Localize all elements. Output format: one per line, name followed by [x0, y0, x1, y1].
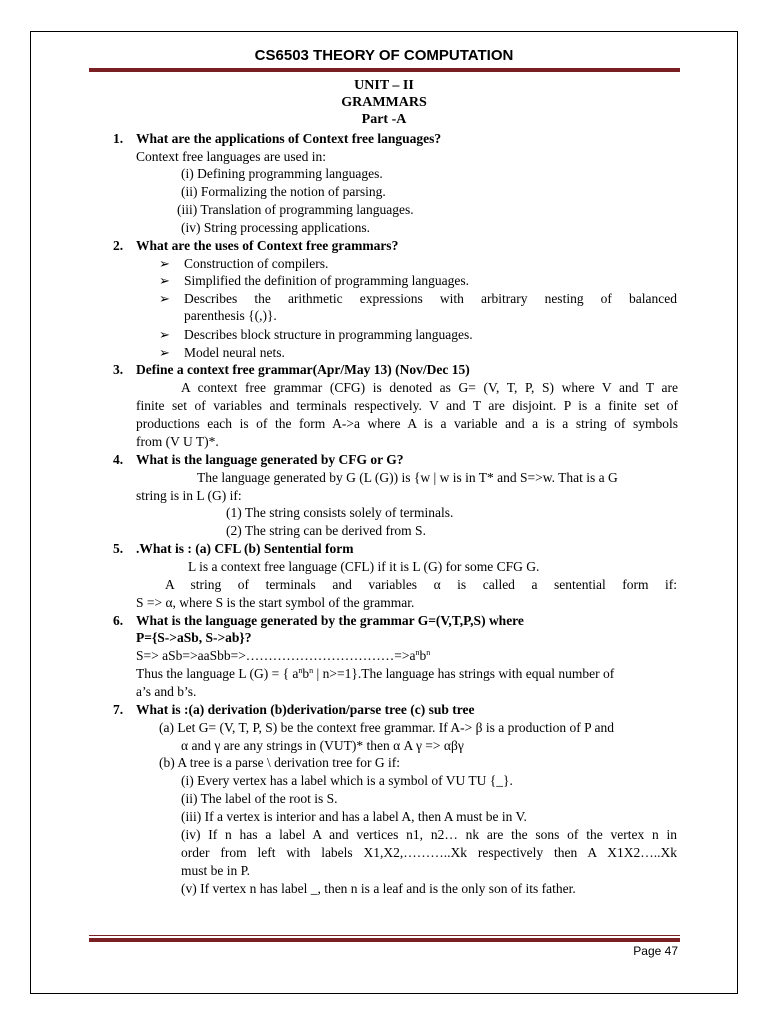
- q7-item: (i) Every vertex has a label which is a symbol of VU TU {_}.: [181, 773, 513, 788]
- q4-line: string is in L (G) if:: [136, 488, 242, 503]
- q2-question: What are the uses of Context free grammars?: [136, 238, 399, 253]
- q7-line: (b) A tree is a parse \ derivation tree for G if:: [159, 755, 401, 770]
- q3-number: 3.: [113, 362, 124, 377]
- q7-line: α and γ are any strings in (VUT)* then α A γ => αβγ: [181, 738, 464, 753]
- q5-number: 5.: [113, 541, 124, 556]
- q1-item: (i) Defining programming languages.: [181, 166, 383, 181]
- q3-paragraph-line: finite set of variables and terminals respectively. V and T are disjoint. P is a finite set of: [136, 398, 678, 413]
- q7-item: (v) If vertex n has label _, then n is a leaf and is the only son of its father.: [181, 881, 576, 896]
- q7-item: order from left with labels X1,X2,………..Xk respectively then A X1X2…..Xk: [181, 845, 677, 860]
- bullet-arrow-icon: ➢: [159, 256, 170, 271]
- q7-number: 7.: [113, 702, 124, 717]
- q4-number: 4.: [113, 452, 124, 467]
- q2-number: 2.: [113, 238, 124, 253]
- q6-derivation: $S=> aSb=>aaSbb=>\dots\dots\dots\dots\dots\dots\dots\dots\dots\dots\dots=>a^nb^n$: [136, 648, 431, 663]
- q3-paragraph-line: productions each is of the form A->a where A is a variable and a is a string of symbols: [136, 416, 678, 431]
- q6-question-cont: P={S->aSb, S->ab}?: [136, 630, 252, 645]
- q5-line: L is a context free language (CFL) if it is L (G) for some CFG G.: [188, 559, 540, 574]
- q1-number: 1.: [113, 131, 124, 146]
- q3-question: Define a context free grammar(Apr/May 13) (Nov/Dec 15): [136, 362, 470, 377]
- q3-paragraph-line: A context free grammar (CFG) is denoted as G= (V, T, P, S) where V and T are: [181, 380, 678, 395]
- q6-language: Thus the language L (G) = { $a^nb^n$ | n>=1}.The language has strings with equal number of: [136, 666, 615, 681]
- q6-question: What is the language generated by the grammar G=(V,T,P,S) where: [136, 613, 524, 628]
- q1-question: What are the applications of Context free languages?: [136, 131, 442, 146]
- q7-question: What is :(a) derivation (b)derivation/parse tree (c) sub tree: [136, 702, 475, 717]
- q1-item: (iii) Translation of programming languages.: [177, 202, 414, 217]
- q7-item: (iv) If n has a label A and vertices n1, n2… nk are the sons of the vertex n in: [181, 827, 677, 842]
- q7-item: (iii) If a vertex is interior and has a label A, then A must be in V.: [181, 809, 527, 824]
- q4-item: (2) The string can be derived from S.: [226, 523, 426, 538]
- q2-bullet: Describes the arithmetic expressions with arbitrary nesting of balanced: [184, 291, 677, 306]
- footer-rule: [89, 938, 680, 942]
- bullet-arrow-icon: ➢: [159, 291, 170, 306]
- footer-rule-thin: [89, 935, 680, 936]
- q2-bullet: Simplified the definition of programming languages.: [184, 273, 469, 288]
- q5-line: S => α, where S is the start symbol of the grammar.: [136, 595, 415, 610]
- unit-subtitle: GRAMMARS: [341, 95, 427, 110]
- q1-intro: Context free languages are used in:: [136, 149, 327, 164]
- q2-bullet: Construction of compilers.: [184, 256, 329, 271]
- q2-bullet-cont: parenthesis {(,)}.: [184, 308, 277, 323]
- bullet-arrow-icon: ➢: [159, 327, 170, 342]
- page-number: Page 47: [633, 944, 678, 958]
- q5-question: .What is : (a) CFL (b) Sentential form: [136, 541, 354, 556]
- q6-line: a’s and b’s.: [136, 684, 197, 699]
- part-title: Part -A: [361, 112, 407, 127]
- q4-line: The language generated by G (L (G)) is {w | w is in T* and S=>w. That is a G: [197, 470, 618, 485]
- q1-item: (ii) Formalizing the notion of parsing.: [181, 184, 386, 199]
- q4-question: What is the language generated by CFG or G?: [136, 452, 404, 467]
- unit-title: UNIT – II: [354, 78, 414, 93]
- header-rule: [89, 68, 680, 72]
- q7-item: (ii) The label of the root is S.: [181, 791, 338, 806]
- q5-line: A string of terminals and variables α is called a sentential form if:: [165, 577, 677, 592]
- q4-item: (1) The string consists solely of terminals.: [226, 505, 454, 520]
- q2-bullet: Model neural nets.: [184, 345, 285, 360]
- q1-item: (iv) String processing applications.: [181, 220, 370, 235]
- bullet-arrow-icon: ➢: [159, 273, 170, 288]
- q3-paragraph-line: from (V U T)*.: [136, 434, 219, 449]
- q6-number: 6.: [113, 613, 124, 628]
- q2-bullet: Describes block structure in programming languages.: [184, 327, 473, 342]
- course-title: CS6503 THEORY OF COMPUTATION: [254, 47, 514, 64]
- bullet-arrow-icon: ➢: [159, 345, 170, 360]
- q7-item: must be in P.: [181, 863, 251, 878]
- q7-line: (a) Let G= (V, T, P, S) be the context free grammar. If A-> β is a production of P and: [159, 720, 614, 735]
